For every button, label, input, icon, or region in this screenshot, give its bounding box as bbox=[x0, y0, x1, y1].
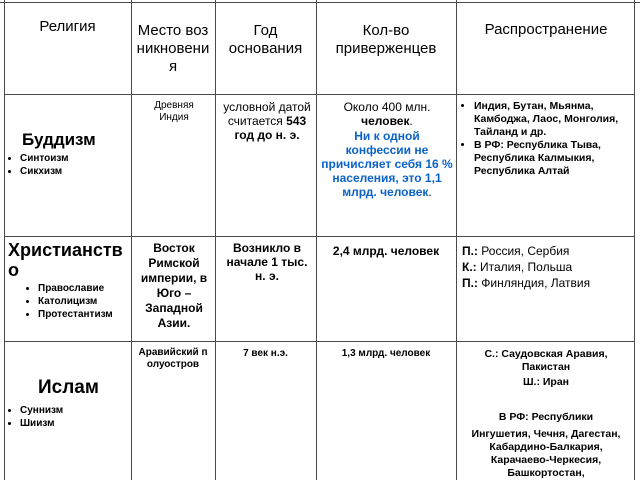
count-cell: 2,4 млрд. человек bbox=[332, 244, 440, 258]
count-bold: человек bbox=[361, 114, 410, 128]
sub-item: • Шиизм bbox=[20, 417, 130, 430]
spread-line: Ингушетия, Чечня, Дагестан, Кабардино-Балкария, Карачаево-Черкесия, Башкортостан, bbox=[471, 428, 621, 479]
header-count: Кол-во приверженцев bbox=[335, 22, 437, 57]
count-note: Ни к одной конфессии не причисляет себя 16 % населения, это 1,1 млрд. человек bbox=[321, 129, 453, 199]
year-cell: 7 век н.э. bbox=[243, 348, 288, 359]
count-prefix: Около 400 млн. bbox=[343, 100, 431, 114]
spread-line: С.: Саудовская Аравия, Пакистан bbox=[484, 348, 608, 373]
sub-list bbox=[8, 152, 130, 178]
spread-line: П.: Финляндия, Латвия bbox=[462, 276, 591, 290]
place-cell: Аравийский полуостров bbox=[138, 347, 208, 370]
place-cell: Восток Римской империи, в Юго – Западной Азии. bbox=[140, 241, 208, 330]
sub-item: • Православие bbox=[38, 282, 130, 295]
sub-item: • Синтоизм bbox=[20, 152, 130, 165]
count-note-wrap bbox=[320, 129, 454, 199]
spread-item: • В РФ: Республика Тыва, Республика Калмыкия, Республика Алтай bbox=[474, 139, 632, 178]
header-year: Год основания bbox=[228, 22, 303, 57]
sub-item: • Сикхизм bbox=[20, 165, 130, 178]
sub-list bbox=[8, 282, 130, 321]
religion-name: Буддизм bbox=[22, 130, 96, 149]
spread-item: • Индия, Бутан, Мьянма, Камбоджа, Лаос, Монголия, Тайланд и др. bbox=[474, 100, 632, 139]
count-cell bbox=[320, 100, 454, 199]
place-cell: Древняя Индия bbox=[154, 100, 194, 123]
religion-cell-christianity bbox=[8, 240, 130, 321]
count-cell: 1,3 млрд. человек bbox=[341, 348, 431, 359]
year-cell bbox=[220, 100, 314, 142]
header-place: Место возникновения bbox=[136, 22, 210, 75]
year-prefix: условной датой считается bbox=[223, 100, 311, 128]
sub-item: • Католицизм bbox=[38, 295, 130, 308]
sub-item: • Суннизм bbox=[20, 404, 130, 417]
religion-name: Ислам bbox=[38, 377, 99, 398]
count-note-end: . bbox=[428, 185, 432, 199]
spread-line: К.: Италия, Польша bbox=[462, 260, 573, 274]
spread-cell bbox=[462, 243, 632, 291]
spread-cell bbox=[460, 100, 632, 178]
count-suffix: . bbox=[409, 114, 413, 128]
header-religion: Религия bbox=[39, 18, 96, 35]
sub-item: • Протестантизм bbox=[38, 308, 130, 321]
sub-list bbox=[8, 404, 130, 430]
spread-line: П.: Россия, Сербия bbox=[462, 244, 570, 258]
spread-list bbox=[460, 100, 632, 178]
religion-cell-buddhism bbox=[8, 130, 130, 178]
year-cell: Возникло в начале 1 тыс. н. э. bbox=[226, 241, 308, 283]
religion-cell-islam bbox=[8, 378, 130, 430]
header-spread: Распространение bbox=[484, 21, 608, 38]
spread-line: В РФ: Республики bbox=[498, 411, 594, 423]
spread-line: Ш.: Иран bbox=[522, 376, 570, 388]
religion-name: Христианство bbox=[8, 240, 123, 280]
year-bold: 543 год до н. э. bbox=[234, 114, 307, 142]
spread-cell bbox=[460, 348, 632, 480]
